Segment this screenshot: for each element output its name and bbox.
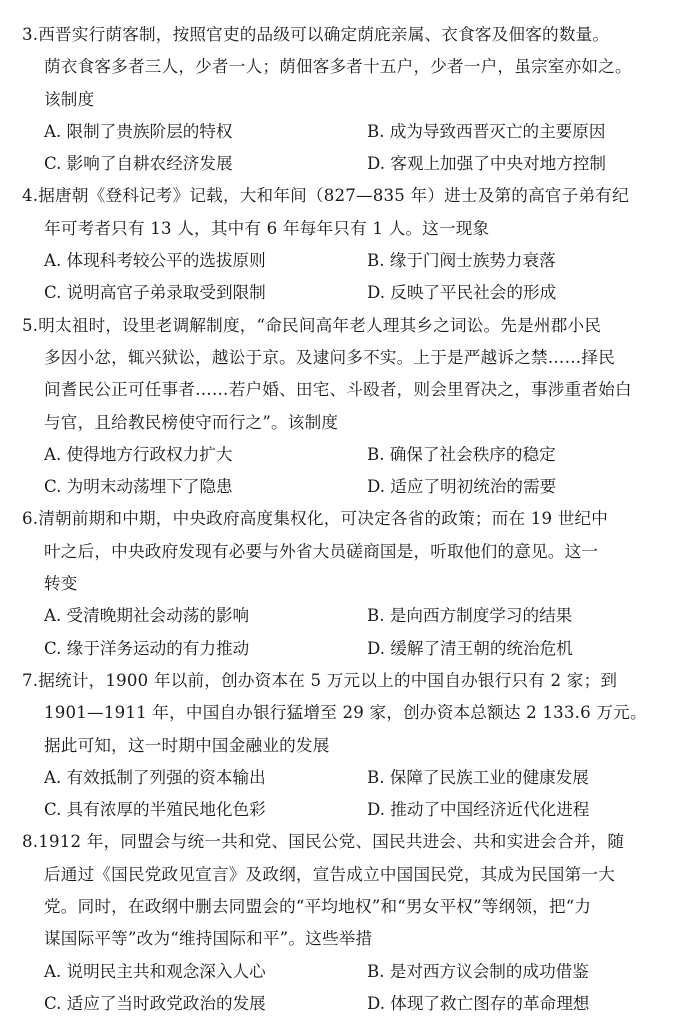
options-group xyxy=(22,600,678,665)
question-8 xyxy=(22,826,678,1020)
question-stem-line: 谋国际平等”改为“维持国际和平”。这些举措 xyxy=(44,929,373,949)
question-stem-line: 据此可知，这一时期中国金融业的发展 xyxy=(44,735,330,755)
options-group xyxy=(22,956,678,1020)
option-d[interactable]: D. 缓解了清王朝的统治危机 xyxy=(367,638,573,658)
option-a[interactable]: A. 说明民主共和观念深入人心 xyxy=(44,961,266,981)
option-c[interactable]: C. 影响了自耕农经济发展 xyxy=(44,154,233,174)
question-stem-line: 年可考者只有 13 人，其中有 6 年每年只有 1 人。这一现象 xyxy=(44,218,490,238)
question-number: 6. xyxy=(22,509,39,529)
question-stem-line: 4.据唐朝《登科记考》记载，大和年间（827—835 年）进士及第的高官子弟有纪 xyxy=(22,186,629,206)
option-c[interactable]: C. 具有浓厚的半殖民地化色彩 xyxy=(44,800,266,820)
option-c[interactable]: C. 适应了当时政党政治的发展 xyxy=(44,993,266,1013)
question-stem-line: 7.据统计，1900 年以前，创办资本在 5 万元以上的中国自办银行只有 2 家；到 xyxy=(22,670,618,690)
option-b[interactable]: B. 保障了民族工业的健康发展 xyxy=(367,767,589,787)
option-a[interactable]: A. 受清晚期社会动荡的影响 xyxy=(44,606,250,626)
question-stem-line: 该制度 xyxy=(44,89,95,109)
option-b[interactable]: B. 是对西方议会制的成功借鉴 xyxy=(367,961,589,981)
question-number: 4. xyxy=(22,186,39,206)
option-b[interactable]: B. 成为导致西晋灭亡的主要原因 xyxy=(367,121,606,141)
option-b[interactable]: B. 确保了社会秩序的稳定 xyxy=(367,444,556,464)
question-stem-line: 与官，且给教民榜使守而行之”。该制度 xyxy=(44,412,339,432)
option-d[interactable]: D. 推动了中国经济近代化进程 xyxy=(367,800,590,820)
question-number: 7. xyxy=(22,670,39,690)
option-b[interactable]: B. 缘于门阀士族势力衰落 xyxy=(367,251,556,271)
option-a[interactable]: A. 有效抵制了列强的资本输出 xyxy=(44,767,266,787)
question-stem-line: 后通过《国民党政见宣言》及政纲，宣告成立中国国民党，其成为民国第一大 xyxy=(44,864,615,884)
question-stem-line: 党。同时，在政纲中删去同盟会的“平均地权”和“男女平权”等纲领，把“力 xyxy=(44,897,592,917)
question-stem-line: 转变 xyxy=(44,574,78,594)
options-group xyxy=(22,439,678,504)
question-stem-line: 8.1912 年，同盟会与统一共和党、国民公党、国民共进会、共和实进会合并，随 xyxy=(22,832,625,852)
option-a[interactable]: A. 体现科考较公平的选拔原则 xyxy=(44,251,266,271)
option-d[interactable]: D. 客观上加强了中央对地方控制 xyxy=(367,154,606,174)
question-5 xyxy=(22,310,678,504)
option-d[interactable]: D. 体现了救亡图存的革命理想 xyxy=(367,993,590,1013)
question-6 xyxy=(22,503,678,664)
question-3 xyxy=(22,19,678,180)
options-group xyxy=(22,245,678,310)
option-d[interactable]: D. 适应了明初统治的需要 xyxy=(367,477,557,497)
question-stem-line: 多因小忿，辄兴狱讼，越讼于京。及逮问多不实。上于是严越诉之禁……择民 xyxy=(44,347,615,367)
question-stem-line: 6.清朝前期和中期，中央政府高度集权化，可决定各省的政策；而在 19 世纪中 xyxy=(22,509,609,529)
option-d[interactable]: D. 反映了平民社会的形成 xyxy=(367,283,557,303)
question-stem-line: 荫衣食客多者三人，少者一人；荫佃客多者十五户，少者一户，虽宗室亦如之。 xyxy=(44,57,632,77)
question-stem-line: 1901—1911 年，中国自办银行猛增至 29 家，创办资本总额达 2 133.6 万元。 xyxy=(44,703,647,723)
question-number: 5. xyxy=(22,315,39,335)
option-b[interactable]: B. 是向西方制度学习的结果 xyxy=(367,606,573,626)
option-c[interactable]: C. 为明末动荡埋下了隐患 xyxy=(44,477,233,497)
option-c[interactable]: C. 缘于洋务运动的有力推动 xyxy=(44,638,250,658)
options-group xyxy=(22,116,678,181)
question-stem-line: 3.西晋实行荫客制，按照官吏的品级可以确定荫庇亲属、衣食客及佃客的数量。 xyxy=(22,25,610,44)
option-c[interactable]: C. 说明高官子弟录取受到限制 xyxy=(44,283,266,303)
question-4 xyxy=(22,180,678,309)
question-7 xyxy=(22,665,678,826)
question-stem-line: 间耆民公正可任事者……若户婚、田宅、斗殴者，则会里胥决之，事涉重者始白 xyxy=(44,380,632,400)
options-group xyxy=(22,762,678,827)
option-a[interactable]: A. 使得地方行政权力扩大 xyxy=(44,444,233,464)
question-stem-line: 5.明太祖时，设里老调解制度，“命民间高年老人理其乡之词讼。先是州郡小民 xyxy=(22,315,602,335)
question-stem-line: 叶之后，中央政府发现有必要与外省大员磋商国是，听取他们的意见。这一 xyxy=(44,541,599,561)
question-number: 3. xyxy=(22,25,39,44)
option-a[interactable]: A. 限制了贵族阶层的特权 xyxy=(44,121,233,141)
question-number: 8. xyxy=(22,832,39,852)
